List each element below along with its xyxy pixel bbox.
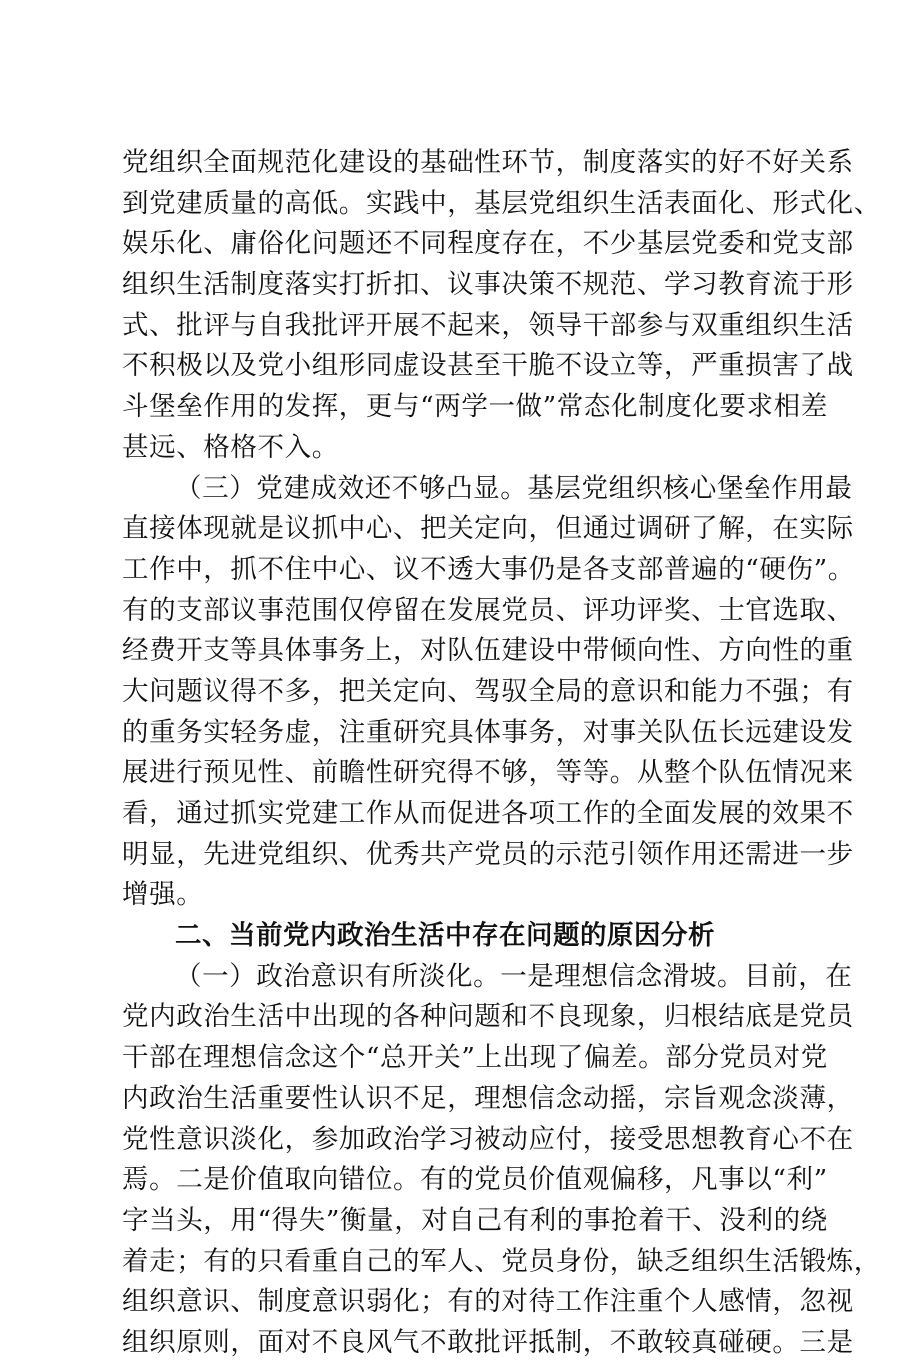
text-line: 增强。 <box>122 879 204 911</box>
section-heading: 二、当前党内政治生活中存在问题的原因分析 <box>175 920 715 952</box>
text-line: 直接体现就是议抓中心、把关定向，但通过调研了解，在实际 <box>122 513 854 545</box>
text-line: 工作中，抓不住中心、议不透大事仍是各支部普遍的“硬伤”。 <box>122 553 855 585</box>
text-line: 着走；有的只看重自己的军人、党员身份，缺乏组织生活锻炼， <box>122 1245 881 1277</box>
text-line: 展进行预见性、前瞻性研究得不够，等等。从整个队伍情况来 <box>122 757 854 789</box>
text-line: （一）政治意识有所淡化。一是理想信念滑坡。目前，在 <box>175 960 853 992</box>
text-line: （三）党建成效还不够凸显。基层党组织核心堡垒作用最 <box>175 472 853 504</box>
text-line: 明显，先进党组织、优秀共产党员的示范引领作用还需进一步 <box>122 838 854 870</box>
text-line: 组织原则，面对不良风气不敢批评抵制，不敢较真碰硬。三是 <box>122 1326 854 1358</box>
body-text <box>122 143 881 1364</box>
text-line: 有的支部议事范围仅停留在发展党员、评功评奖、士官选取、 <box>122 594 854 626</box>
text-line: 经费开支等具体事务上，对队伍建设中带倾向性、方向性的重 <box>122 635 854 667</box>
text-line: 甚远、格格不入。 <box>122 431 339 463</box>
text-line: 大问题议得不多，把关定向、驾驭全局的意识和能力不强；有 <box>122 675 854 707</box>
text-line: 党性意识淡化，参加政治学习被动应付，接受思想教育心不在 <box>122 1123 854 1155</box>
text-line: 式、批评与自我批评开展不起来，领导干部参与双重组织生活 <box>122 309 854 341</box>
text-line: 党组织全面规范化建设的基础性环节，制度落实的好不好关系 <box>122 147 854 178</box>
text-line: 字当头，用“得失”衡量，对自己有利的事抢着干、没利的绕 <box>122 1204 828 1236</box>
text-line: 斗堡垒作用的发挥，更与“两学一做”常态化制度化要求相差 <box>122 391 828 423</box>
text-line: 干部在理想信念这个“总开关”上出现了偏差。部分党员对党 <box>122 1042 828 1074</box>
text-line: 内政治生活重要性认识不足，理想信念动摇，宗旨观念淡薄， <box>122 1082 854 1114</box>
text-line: 党内政治生活中出现的各种问题和不良现象，归根结底是党员 <box>122 1001 854 1033</box>
text-line: 焉。二是价值取向错位。有的党员价值观偏移，凡事以“利” <box>122 1164 828 1196</box>
text-line: 到党建质量的高低。实践中，基层党组织生活表面化、形式化、 <box>122 187 881 219</box>
text-line: 组织意识、制度意识弱化；有的对待工作注重个人感情，忽视 <box>122 1286 854 1318</box>
text-line: 娱乐化、庸俗化问题还不同程度存在，不少基层党委和党支部 <box>122 228 854 260</box>
text-line: 不积极以及党小组形同虚设甚至干脆不设立等，严重损害了战 <box>122 350 854 382</box>
text-line: 的重务实轻务虚，注重研究具体事务，对事关队伍长远建设发 <box>122 716 854 748</box>
text-line: 看，通过抓实党建工作从而促进各项工作的全面发展的效果不 <box>122 798 854 829</box>
text-line: 组织生活制度落实打折扣、议事决策不规范、学习教育流于形 <box>122 269 854 301</box>
